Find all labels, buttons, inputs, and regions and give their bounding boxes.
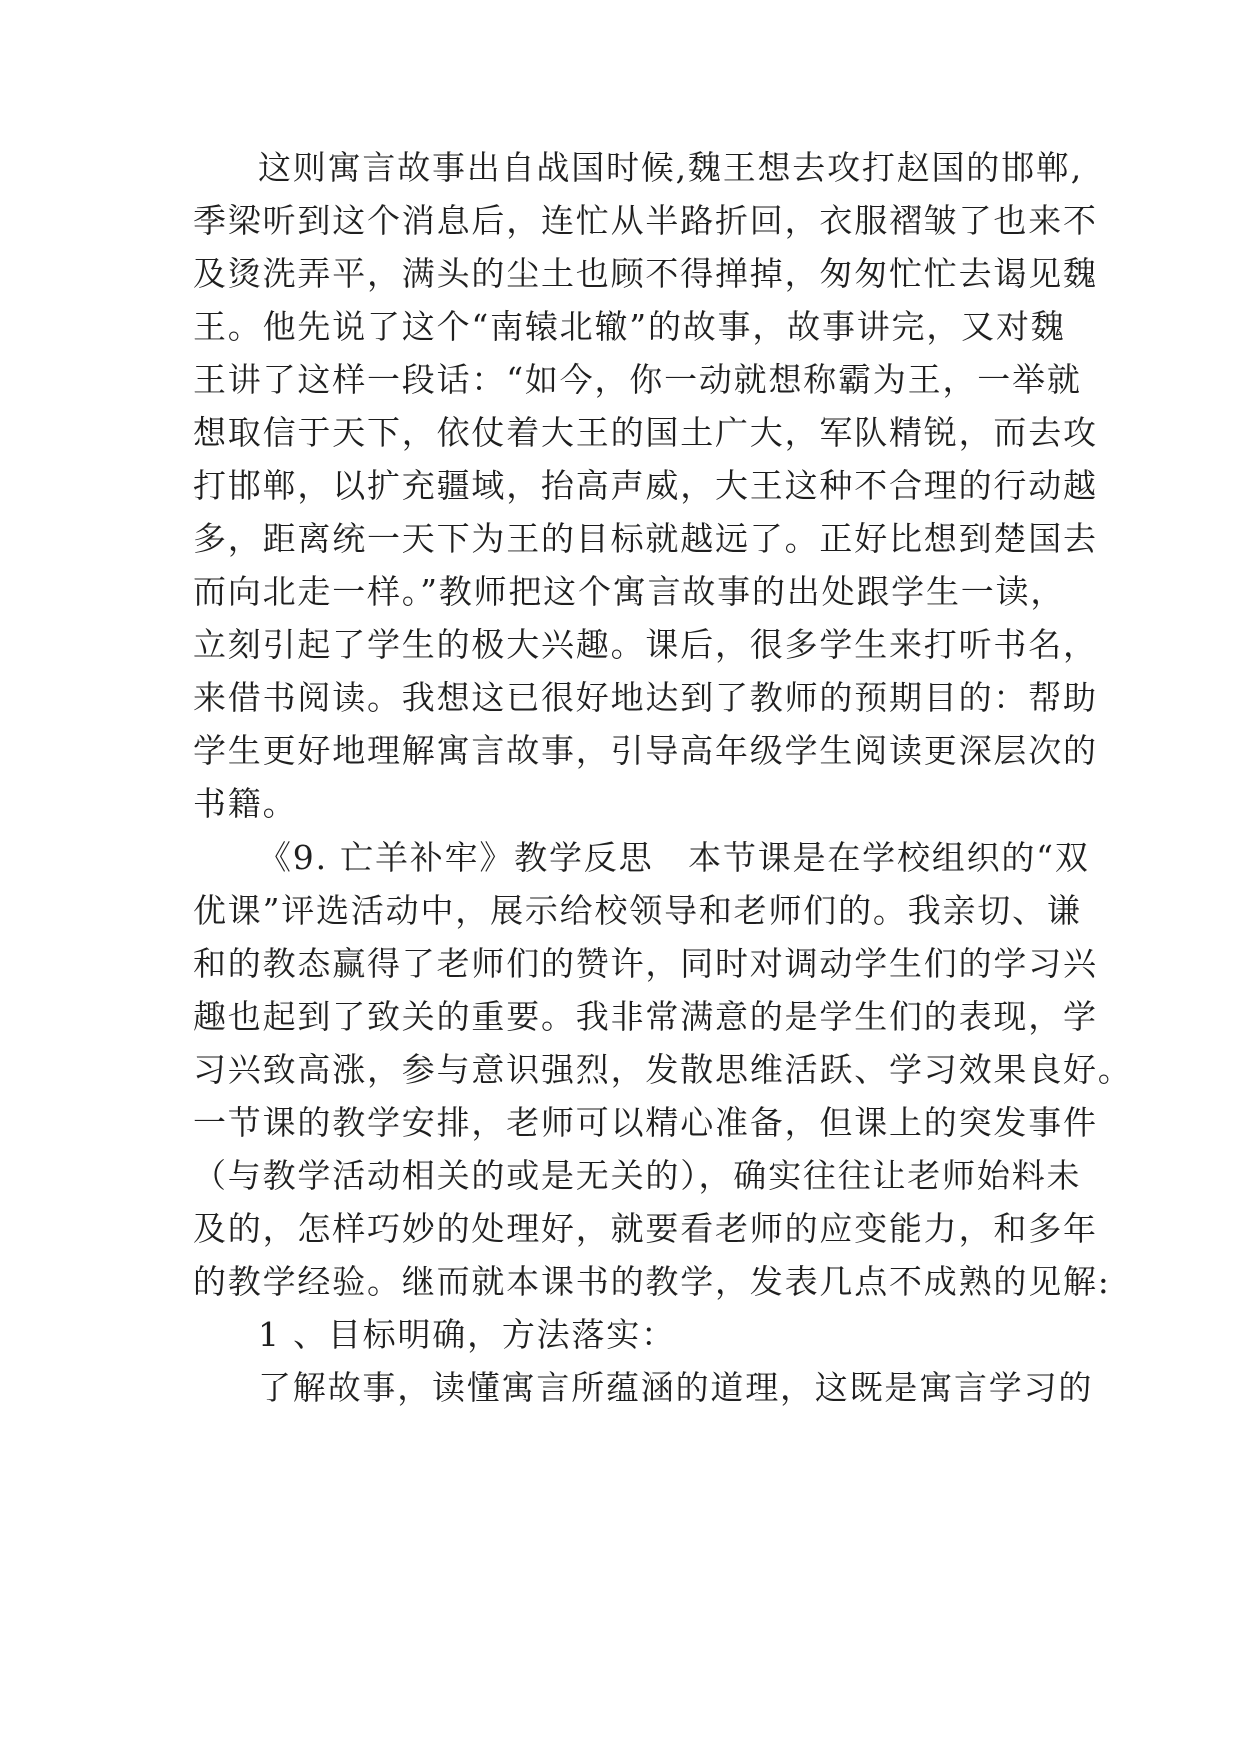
paragraph-line: 王讲了这样一段话：“如今，你一动就想称霸为王，一举就 [193,360,1082,399]
paragraph-line: 书籍。 [193,784,298,823]
paragraph-line: 了解故事，读懂寓言所蕴涵的道理，这既是寓言学习的 [258,1368,1094,1407]
paragraph-line: 趣也起到了致关的重要。我非常满意的是学生们的表现，学 [193,997,1098,1036]
paragraph-line: 多，距离统一天下为王的目标就越远了。正好比想到楚国去 [193,519,1098,558]
paragraph-line: 习兴致高涨，参与意识强烈，发散思维活跃、学习效果良好。 [193,1050,1133,1089]
paragraph-line: 而向北走一样。”教师把这个寓言故事的出处跟学生一读， [193,572,1066,611]
paragraph-line: 季梁听到这个消息后，连忙从半路折回，衣服褶皱了也来不 [193,201,1098,240]
paragraph-line: 来借书阅读。我想这已很好地达到了教师的预期目的：帮助 [193,678,1098,717]
paragraph-line: 和的教态赢得了老师们的赞许，同时对调动学生们的学习兴 [193,944,1098,983]
paragraph-line: 及的，怎样巧妙的处理好，就要看老师的应变能力，和多年 [193,1209,1098,1248]
paragraph-line: 立刻引起了学生的极大兴趣。课后，很多学生来打听书名， [193,625,1098,664]
paragraph-line: 及烫洗弄平，满头的尘土也顾不得掸掉，匆匆忙忙去谒见魏 [193,254,1098,293]
paragraph-line: 这则寓言故事出自战国时候,魏王想去攻打赵国的邯郸, [258,148,1083,187]
paragraph-line: 想取信于天下，依仗着大王的国土广大，军队精锐，而去攻 [193,413,1098,452]
paragraph-line: 打邯郸，以扩充疆域，抬高声威，大王这种不合理的行动越 [193,466,1098,505]
paragraph-line: （与教学活动相关的或是无关的），确实往往让老师始料未 [193,1156,1082,1195]
paragraph-line: 的教学经验。继而就本课书的教学，发表几点不成熟的见解: [193,1262,1111,1301]
list-item-heading: 1 、目标明确，方法落实： [258,1315,676,1354]
paragraph-line: 一节课的教学安排，老师可以精心准备，但课上的突发事件 [193,1103,1098,1142]
paragraph-line: 学生更好地理解寓言故事，引导高年级学生阅读更深层次的 [193,731,1098,770]
paragraph-line: 《9. 亡羊补牢》教学反思 本节课是在学校组织的“双 [258,838,1090,877]
paragraph-line: 优课”评选活动中，展示给校领导和老师们的。我亲切、谦 [193,891,1082,930]
paragraph-line: 王。他先说了这个“南辕北辙”的故事，故事讲完，又对魏 [193,307,1066,346]
